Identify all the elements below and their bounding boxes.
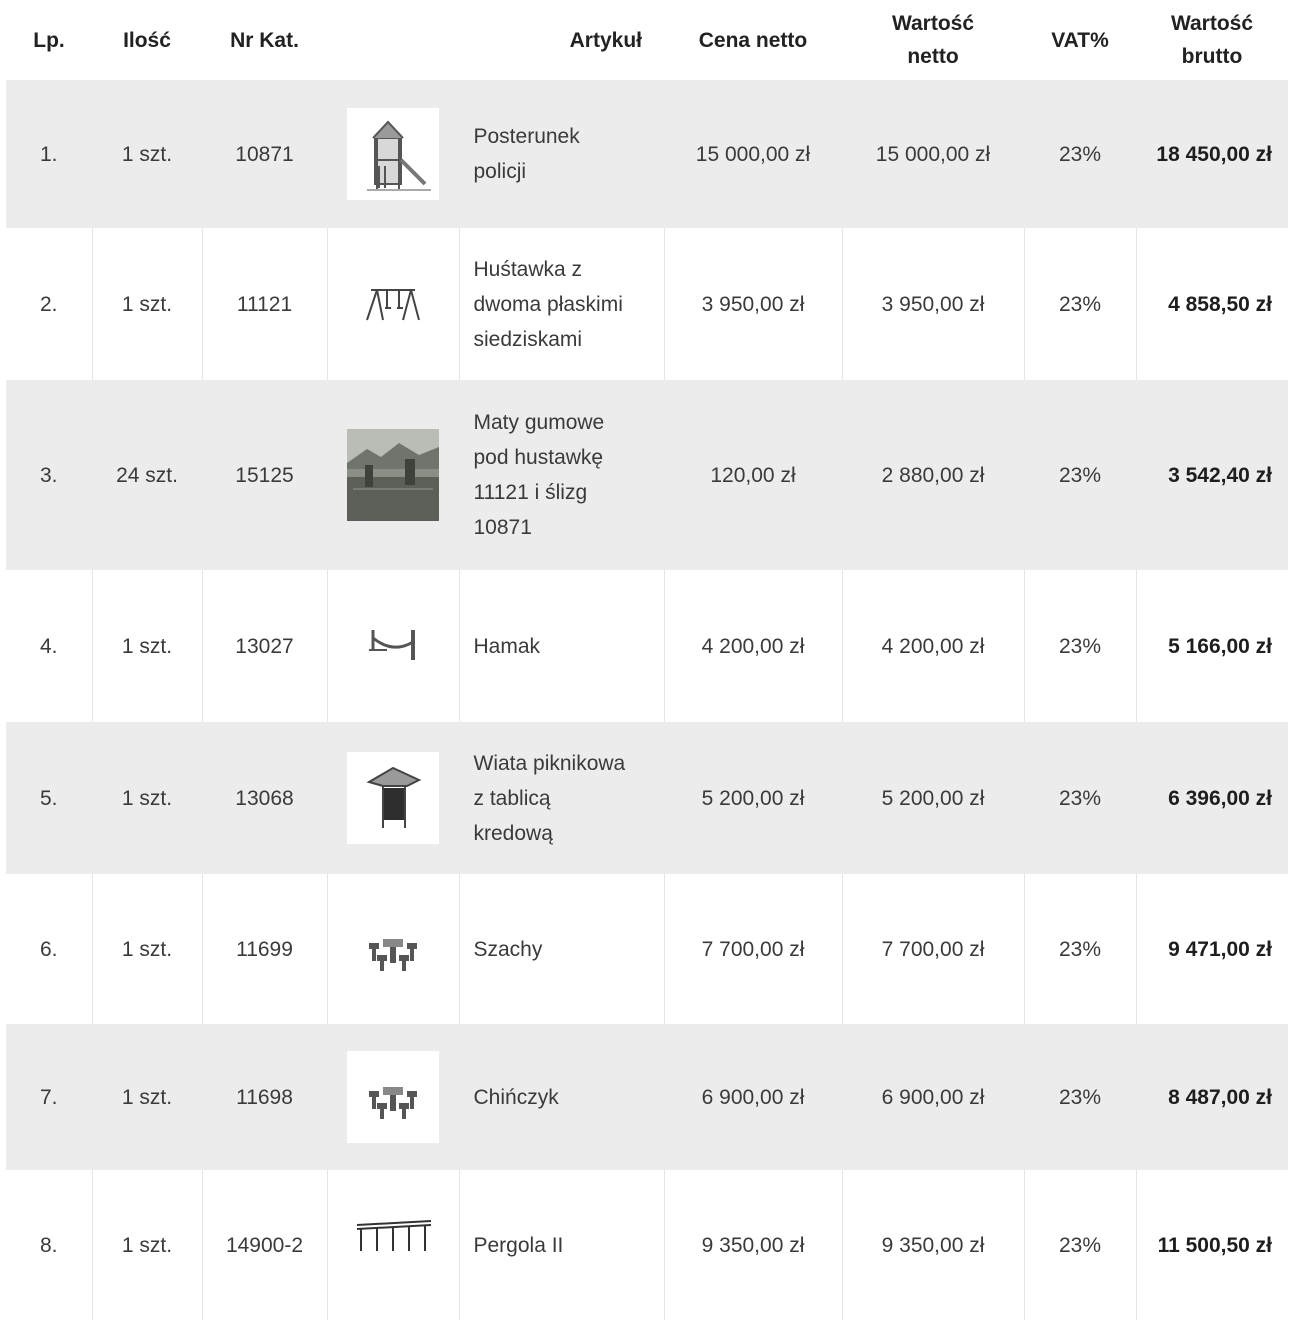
cell-ilosc: 1 szt.	[92, 1170, 202, 1320]
artykul-line: Huśtawka z	[473, 257, 583, 281]
header-artykul: Artykuł	[569, 28, 642, 52]
cell-lp: 6.	[39, 937, 58, 961]
artykul-line: z tablicą	[473, 786, 551, 810]
cell-wartosc-brutto: 6 396,00 zł	[1136, 722, 1288, 874]
cell-artykul	[459, 570, 664, 722]
header-ilosc: Ilość	[123, 28, 171, 52]
cell-lp: 3.	[6, 380, 92, 570]
cell-image	[327, 722, 459, 874]
artykul-line: 11121 i ślizg	[473, 481, 588, 504]
header-image	[327, 0, 459, 80]
game-table-icon	[347, 1051, 439, 1143]
table-row	[6, 722, 1288, 874]
cell-cena-netto: 15 000,00 zł	[664, 80, 842, 228]
header-nr-kat: Nr Kat.	[230, 28, 299, 52]
cell-cena-netto: 6 900,00 zł	[664, 1024, 842, 1170]
cell-nr-kat: 11121	[202, 228, 327, 380]
playground-tower-slide-icon	[347, 108, 439, 200]
cell-lp: 7.	[6, 1024, 92, 1170]
cell-vat: 23%	[1024, 570, 1136, 722]
cell-ilosc: 24 szt.	[92, 380, 202, 570]
artykul-line: Szachy	[473, 937, 543, 961]
artykul-line: pod hustawkę	[473, 446, 604, 469]
cell-ilosc: 1 szt.	[92, 1024, 202, 1170]
table-row	[6, 874, 1288, 1024]
cell-artykul	[459, 1170, 664, 1320]
cell-lp: 8.	[39, 1233, 58, 1257]
cell-vat: 23%	[1024, 80, 1136, 228]
artykul-line: 10871	[473, 516, 532, 539]
table-row	[6, 228, 1288, 380]
cell-artykul	[459, 380, 664, 570]
cell-vat: 23%	[1024, 1024, 1136, 1170]
artykul-line: Chińczyk	[473, 1085, 559, 1109]
hammock-icon	[347, 600, 439, 692]
cell-wartosc-netto: 3 950,00 zł	[842, 228, 1024, 380]
table-row	[6, 380, 1288, 570]
cell-image	[327, 80, 459, 228]
cell-cena-netto: 3 950,00 zł	[664, 228, 842, 380]
artykul-line: Maty gumowe	[473, 411, 605, 434]
header-cena-netto: Cena netto	[698, 28, 808, 52]
cell-nr-kat: 14900-2	[202, 1170, 327, 1320]
header-wartosc-brutto-line1: Wartość	[1170, 12, 1254, 35]
cell-wartosc-netto: 15 000,00 zł	[842, 80, 1024, 228]
cell-image	[327, 228, 459, 380]
picnic-shelter-icon	[347, 752, 439, 844]
table-header	[6, 0, 1288, 80]
table-row	[6, 80, 1288, 228]
cell-wartosc-brutto: 5 166,00 zł	[1136, 570, 1288, 722]
cell-wartosc-netto: 4 200,00 zł	[842, 570, 1024, 722]
price-table	[6, 0, 1288, 1320]
cell-artykul	[459, 874, 664, 1024]
cell-cena-netto: 5 200,00 zł	[664, 722, 842, 874]
cell-nr-kat: 15125	[202, 380, 327, 570]
cell-wartosc-brutto: 8 487,00 zł	[1136, 1024, 1288, 1170]
artykul-line: siedziskami	[473, 327, 583, 351]
cell-nr-kat: 10871	[202, 80, 327, 228]
cell-wartosc-brutto: 3 542,40 zł	[1136, 380, 1288, 570]
artykul-line: dwoma płaskimi	[473, 292, 623, 316]
cell-ilosc: 1 szt.	[92, 874, 202, 1024]
table-row	[6, 1024, 1288, 1170]
swing-set-icon	[347, 258, 439, 350]
cell-nr-kat: 13027	[202, 570, 327, 722]
cell-ilosc: 1 szt.	[92, 80, 202, 228]
cell-image	[327, 1170, 459, 1320]
cell-wartosc-netto: 6 900,00 zł	[842, 1024, 1024, 1170]
pergola-icon	[347, 1199, 439, 1291]
cell-wartosc-brutto: 11 500,50 zł	[1136, 1170, 1288, 1320]
cell-image	[327, 570, 459, 722]
cell-wartosc-netto: 7 700,00 zł	[842, 874, 1024, 1024]
cell-wartosc-brutto: 9 471,00 zł	[1136, 874, 1288, 1024]
cell-wartosc-netto: 9 350,00 zł	[842, 1170, 1024, 1320]
cell-vat: 23%	[1024, 874, 1136, 1024]
header-wartosc-netto-line2: netto	[907, 45, 959, 68]
header-wartosc-netto	[842, 0, 1024, 80]
cell-ilosc: 1 szt.	[92, 228, 202, 380]
cell-cena-netto: 4 200,00 zł	[664, 570, 842, 722]
artykul-line: Hamak	[473, 634, 541, 658]
cell-vat: 23%	[1024, 380, 1136, 570]
cell-artykul	[459, 1024, 664, 1170]
cell-ilosc: 1 szt.	[92, 570, 202, 722]
cell-nr-kat: 11699	[202, 874, 327, 1024]
header-lp: Lp.	[33, 28, 65, 52]
table-row	[6, 1170, 1288, 1320]
cell-artykul	[459, 722, 664, 874]
cell-wartosc-brutto: 18 450,00 zł	[1136, 80, 1288, 228]
cell-wartosc-netto: 5 200,00 zł	[842, 722, 1024, 874]
cell-lp: 4.	[39, 634, 58, 658]
header-vat: VAT%	[1051, 28, 1109, 52]
cell-image	[327, 874, 459, 1024]
cell-artykul	[459, 80, 664, 228]
cell-cena-netto: 120,00 zł	[664, 380, 842, 570]
cell-image	[327, 380, 459, 570]
cell-ilosc: 1 szt.	[92, 722, 202, 874]
artykul-line: Posterunek	[473, 125, 580, 148]
artykul-line: Pergola II	[473, 1233, 564, 1257]
cell-vat: 23%	[1024, 1170, 1136, 1320]
chess-table-icon	[347, 903, 439, 995]
cell-cena-netto: 7 700,00 zł	[664, 874, 842, 1024]
cell-wartosc-brutto: 4 858,50 zł	[1136, 228, 1288, 380]
cell-wartosc-netto: 2 880,00 zł	[842, 380, 1024, 570]
cell-nr-kat: 13068	[202, 722, 327, 874]
cell-image	[327, 1024, 459, 1170]
artykul-line: kredową	[473, 821, 553, 845]
table-row	[6, 570, 1288, 722]
header-wartosc-brutto	[1136, 0, 1288, 80]
header-wartosc-netto-line1: Wartość	[891, 12, 975, 35]
cell-cena-netto: 9 350,00 zł	[664, 1170, 842, 1320]
artykul-line: Wiata piknikowa	[473, 751, 626, 775]
cell-lp: 5.	[6, 722, 92, 874]
cell-lp: 2.	[39, 292, 58, 316]
rubber-mats-photo-icon	[347, 429, 439, 521]
header-wartosc-brutto-line2: brutto	[1181, 45, 1243, 68]
table-body	[6, 80, 1288, 1320]
artykul-line: policji	[473, 160, 527, 183]
cell-lp: 1.	[6, 80, 92, 228]
cell-vat: 23%	[1024, 722, 1136, 874]
cell-vat: 23%	[1024, 228, 1136, 380]
cell-nr-kat: 11698	[202, 1024, 327, 1170]
cell-artykul	[459, 228, 664, 380]
